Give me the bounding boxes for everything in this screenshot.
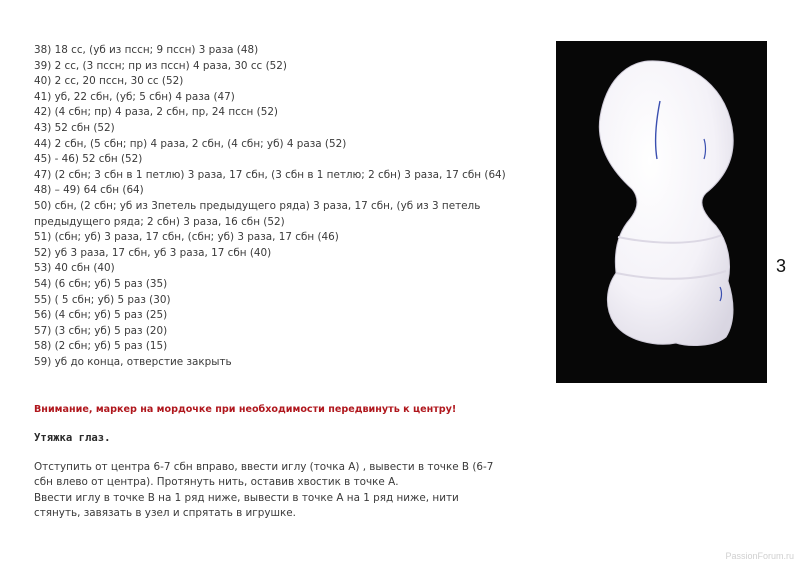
pattern-row: 56) (4 сбн; уб) 5 раз (25) (34, 309, 168, 322)
pattern-row: 45) - 46) 52 сбн (52) (34, 153, 143, 166)
paragraph-line: Отступить от центра 6-7 сбн вправо, ввести иглу (точка А) , вывести в точке В (6-7 (34, 461, 494, 473)
pattern-row: 52) уб 3 раза, 17 сбн, уб 3 раза, 17 сбн (40) (34, 246, 272, 259)
pattern-row: 44) 2 сбн, (5 сбн; пр) 4 раза, 2 сбн, (4 сбн; уб) 4 раза (52) (34, 137, 347, 150)
site-watermark: PassionForum.ru (725, 551, 794, 561)
pattern-row: 43) 52 сбн (52) (34, 121, 115, 134)
pattern-row: 41) уб, 22 сбн, (уб; 5 сбн) 4 раза (47) (34, 90, 235, 103)
section-heading: Утяжка глаз. (34, 432, 111, 444)
pattern-rows (34, 43, 544, 370)
pattern-row: 51) (сбн; уб) 3 раза, 17 сбн, (сбн; уб) 3 раза, 17 сбн (46) (34, 231, 339, 244)
toy-body-shape (599, 61, 733, 346)
pattern-row: 58) (2 сбн; уб) 5 раз (15) (34, 340, 168, 353)
pattern-row: 54) (6 сбн; уб) 5 раз (35) (34, 277, 168, 290)
instruction-paragraph (34, 460, 534, 521)
paragraph-line: сбн влево от центра). Протянуть нить, оставив хвостик в точке А. (34, 476, 399, 489)
paragraph-line: Ввести иглу в точке В на 1 ряд ниже, вывести в точке А на 1 ряд ниже, нити (34, 491, 459, 504)
warning-note: Внимание, маркер на мордочке при необходимости передвинуть к центру! (34, 404, 457, 415)
pattern-row: 59) уб до конца, отверстие закрыть (34, 355, 232, 368)
pattern-row: 48) – 49) 64 сбн (64) (34, 184, 144, 197)
pattern-row: 39) 2 сс, (3 пссн; пр из пссн) 4 раза, 30 сс (52) (34, 59, 287, 72)
page-number: 3 (776, 256, 787, 276)
crochet-toy-photo (556, 41, 767, 383)
pattern-row: 40) 2 сс, 20 пссн, 30 сс (52) (34, 75, 184, 88)
pattern-row: 57) (3 сбн; уб) 5 раз (20) (34, 324, 168, 337)
toy-body-illustration (556, 41, 767, 383)
pattern-row: 53) 40 сбн (40) (34, 262, 115, 275)
pattern-row: 47) (2 сбн; 3 сбн в 1 петлю) 3 раза, 17 сбн, (3 сбн в 1 петлю; 2 сбн) 3 раза, 17 сбн (64) (34, 168, 506, 181)
paragraph-line: стянуть, завязать в узел и спрятать в игрушке. (34, 506, 296, 519)
pattern-row: 42) (4 сбн; пр) 4 раза, 2 сбн, пр, 24 пссн (52) (34, 106, 278, 119)
pattern-row: 38) 18 сс, (уб из пссн; 9 пссн) 3 раза (48) (34, 44, 259, 56)
pattern-row: 55) ( 5 сбн; уб) 5 раз (30) (34, 293, 171, 306)
pattern-row: 50) сбн, (2 сбн; уб из 3петель предыдущего ряда) 3 раза, 17 сбн, (уб из 3 петель предыдущего ряда; 2 сбн) 3 раза, 16 сбн (52) (34, 199, 481, 228)
